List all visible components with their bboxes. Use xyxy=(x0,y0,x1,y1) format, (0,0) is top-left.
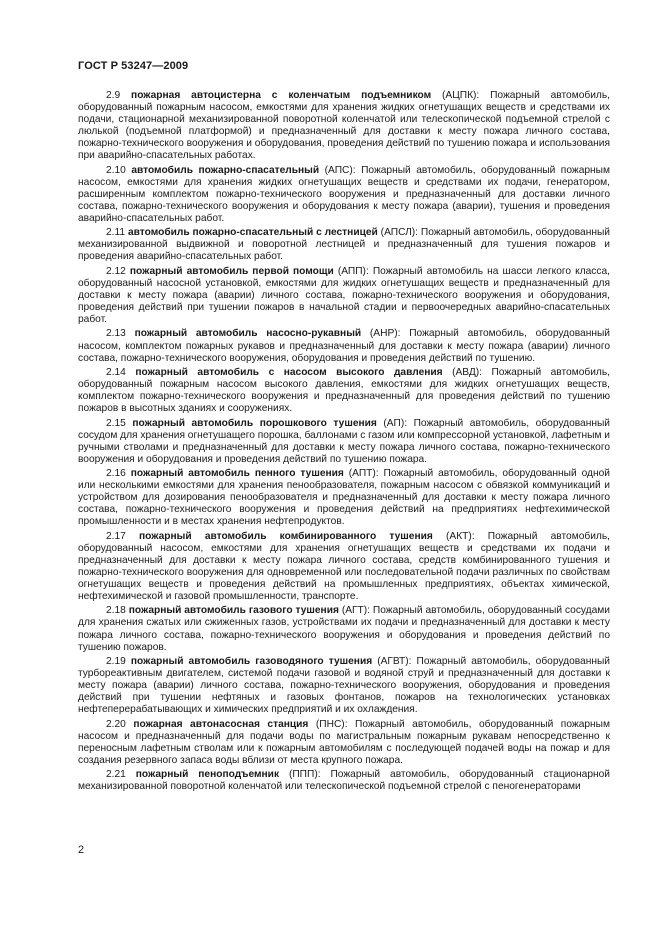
term: пожарный автомобиль пенного тушения xyxy=(130,468,344,480)
entry-number: 2.17 xyxy=(106,530,126,542)
page-number: 2 xyxy=(78,844,85,856)
entry-number: 2.10 xyxy=(106,164,126,176)
definition: (АПП): Пожарный автомобиль на шасси легкого класса, оборудованный насосной установкой, емкостями для жидких огнетушащих веществ и предназначенный для доставки к месту пожара (аварии) личного состава, пожарно-технического вооружения и оборудования, проведения действий при тушении пожаров в начальной стадии и первоочередных аварийно-спасательных работ. xyxy=(78,265,610,326)
definition-entry xyxy=(78,719,610,767)
entry-number: 2.13 xyxy=(106,328,126,340)
entry-number: 2.20 xyxy=(106,718,126,730)
term: автомобиль пожарно-спасательный с лестницей xyxy=(127,227,378,239)
entry-number: 2.21 xyxy=(106,769,126,781)
definition: (АГТ): Пожарный автомобиль, оборудованный сосудами для хранения сжатых или сжиженных газов, устройствами их подачи и предназначенный для доставки к месту пожара личного состава, пожарно-технического вооружения и оборудования и проведения действий по тушению пожаров. xyxy=(78,605,610,653)
entry-number: 2.15 xyxy=(106,417,126,429)
term: пожарный пеноподъемник xyxy=(135,769,280,781)
definition: (АЦПК): Пожарный автомобиль, оборудованный пожарным насосом, емкостями для хранения жидких огнетушащих веществ и средствами их подачи, стационарной механизированной поворотной коленчатой или телескопической подъемной стрелой с люлькой (подъемной платформой) и предназначенный для доставки к месту пожара личного состава, пожарно-технического вооружения и оборудования, проведения действий по тушению пожара и использования при аварийно-спасательных работах. xyxy=(78,90,610,162)
definition-entry xyxy=(78,656,610,716)
term: пожарная автонасосная станция xyxy=(133,718,309,730)
term: пожарный автомобиль газового тушения xyxy=(128,605,339,617)
definition: (АПС): Пожарный автомобиль, оборудованный пожарным насосом, емкостями для хранения жидких огнетушащих веществ и средствами их подачи, генератором, расширенным комплектом пожарно-технического вооружения и предназначенный для доставки личного состава, пожарно-технического вооружения и оборудования к месту пожара (аварии), тушения и проведения аварийно-спасательных работ. xyxy=(78,164,610,224)
definition-entry xyxy=(78,468,610,528)
entry-number: 2.14 xyxy=(106,366,126,378)
definition-entry xyxy=(78,227,610,263)
definition: (АНР): Пожарный автомобиль, оборудованный насосом, комплектом пожарных рукавов и предназначенный для доставки к месту пожара (аварии) личного состава, пожарно-технического вооружения, оборудования и проведения действий по тушению. xyxy=(78,328,610,364)
definition-entry xyxy=(78,266,610,326)
entry-number: 2.19 xyxy=(106,656,126,668)
document-body xyxy=(78,90,610,796)
entry-number: 2.9 xyxy=(106,90,121,101)
standard-header: ГОСТ Р 53247—2009 xyxy=(78,60,189,72)
definition-entry xyxy=(78,418,610,466)
definition-entry xyxy=(78,90,610,162)
definition-entry xyxy=(78,328,610,364)
term: пожарный автомобиль газоводяного тушения xyxy=(130,656,373,668)
definition: (АПСЛ): Пожарный автомобиль, оборудованный механизированной выдвижной и поворотной лестницей и предназначенный для тушения пожаров и проведения аварийно-спасательных работ. xyxy=(78,227,610,263)
definition-entry xyxy=(78,769,610,793)
definition: (АКТ): Пожарный автомобиль, оборудованный насосом, емкостями для хранения огнетушащих веществ и средствами их подачи и предназначенный для доставки к месту пожара личного состава, средств комбинированного тушения и пожарно-технического вооружения для одновременной или последовательной подачи различных по свойствам огнетушащих веществ и проведения действий на промышленных предприятиях, объектах химической, нефтехимической и газовой промышленности, транспорте. xyxy=(78,530,610,602)
entry-number: 2.16 xyxy=(106,468,126,480)
definition: (АПТ): Пожарный автомобиль, оборудованный одной или несколькими емкостями для хранения пенообразователя, пожарным насосом с обвязкой коммуникаций и устройством для дозирования пенообразователя и предназначенный для доставки к месту пожара личного состава, пожарно-технического вооружения и проведения действий на предприятиях нефтехимической промышленности и в местах хранения нефтепродуктов. xyxy=(78,468,610,528)
definition: (АВД): Пожарный автомобиль, оборудованный пожарным насосом высокого давления, емкостями для жидких огнетушащих веществ, комплектом пожарно-технического вооружения и предназначенный для проведения действий по тушению пожаров в высотных зданиях и сооружениях. xyxy=(78,366,610,415)
term: пожарный автомобиль первой помощи xyxy=(129,265,334,277)
definition: (АГВТ): Пожарный автомобиль, оборудованный турбореактивным двигателем, системой подачи газовой и водяной струй и предназначенный для доставки к месту пожара (аварии) личного состава, пожарно-технического вооружения, оборудования и проведения действий при тушении нефтяных и газовых фонтанов, пожаров на технологических установках нефтеперерабатывающих и химических предприятий и их охлаждения. xyxy=(78,656,610,716)
term: автомобиль пожарно-спасательный xyxy=(131,164,320,176)
definition-entry xyxy=(78,605,610,653)
definition: (ППП): Пожарный автомобиль, оборудованный стационарной механизированной поворотной коленчатой или телескопической подъемной стрелой с пеногенераторами xyxy=(78,769,610,793)
term: пожарный автомобиль с насосом высокого давления xyxy=(135,366,443,378)
term: пожарный автомобиль порошкового тушения xyxy=(132,417,377,429)
entry-number: 2.12 xyxy=(106,265,126,277)
term: пожарная автоцистерна с коленчатым подъемником xyxy=(131,90,432,101)
definition: (АП): Пожарный автомобиль, оборудованный сосудом для хранения огнетушащего порошка, баллонами с газом или компрессорной установкой, лафетным и ручными стволами и предназначенный для доставки к месту пожара личного состава, пожарно-технического вооружения и оборудования и проведения действий по тушению пожара. xyxy=(78,417,610,465)
term: пожарный автомобиль насосно-рукавный xyxy=(134,328,362,340)
definition-entry xyxy=(78,165,610,225)
entry-number: 2.18 xyxy=(106,605,126,617)
definition-entry xyxy=(78,367,610,415)
term: пожарный автомобиль комбинированного тушения xyxy=(139,530,433,542)
entry-number: 2.11 xyxy=(106,227,126,239)
definition: (ПНС): Пожарный автомобиль, оборудованный пожарным насосом и предназначенный для подачи воды по магистральным пожарным рукавам непосредственно к переносным лафетным стволам или к пожарным автомобилям с последующей подачей воды на пожар и для создания резервного запаса воды вблизи от места крупного пожара. xyxy=(78,718,610,766)
definition-entry xyxy=(78,531,610,603)
